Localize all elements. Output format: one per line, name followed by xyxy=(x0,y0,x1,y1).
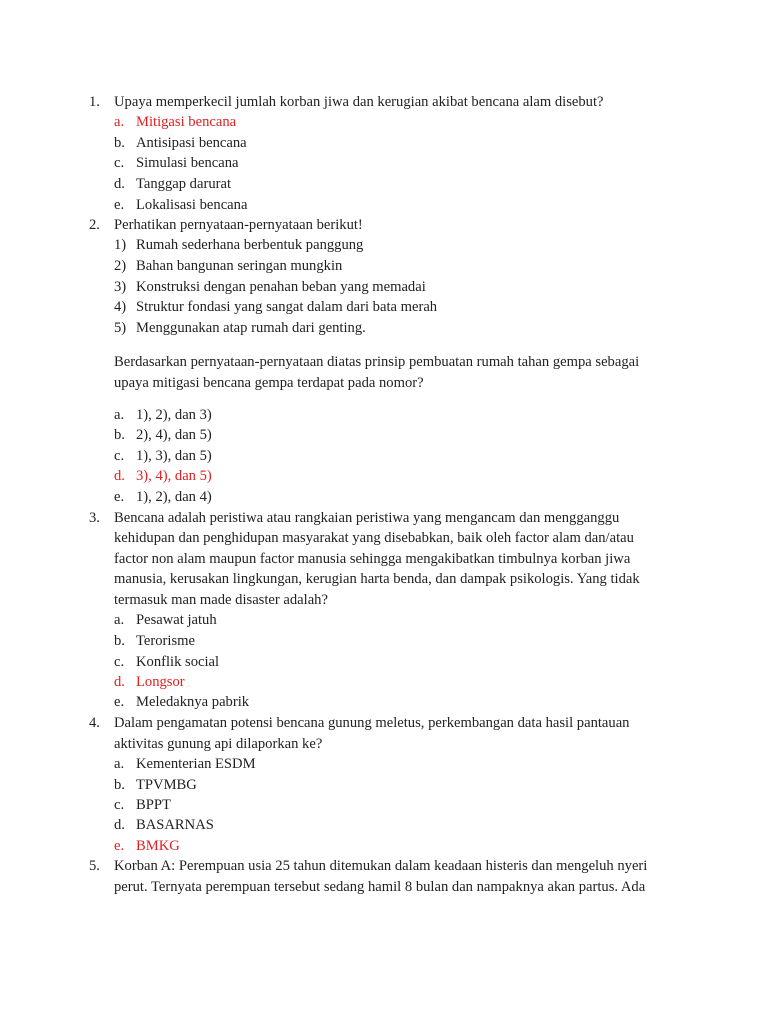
question-3-line-4: manusia, kerusakan lingkungan, kerugian harta benda, dan dampak psikologis. Yang tidak xyxy=(114,571,640,587)
question-4-line-2: aktivitas gunung api dilaporkan ke? xyxy=(114,736,323,752)
q1-option-e: Lokalisasi bencana xyxy=(136,197,248,213)
q3-option-b-label: b. xyxy=(114,633,125,649)
q3-option-c-label: c. xyxy=(114,654,125,670)
q1-option-e-label: e. xyxy=(114,197,125,213)
question-4-number: 4. xyxy=(89,715,100,731)
q3-option-a: Pesawat jatuh xyxy=(136,612,217,628)
q2-statement-4: Struktur fondasi yang sangat dalam dari bata merah xyxy=(136,299,438,315)
q2-option-e: 1), 2), dan 4) xyxy=(136,489,212,505)
q2-option-e-label: e. xyxy=(114,489,125,505)
q2-statement-1-label: 1) xyxy=(114,237,127,253)
question-3-line-2: kehidupan dan penghidupan masyarakat yang disebabkan, baik oleh factor alam dan/atau xyxy=(114,530,634,546)
q1-option-c: Simulasi bencana xyxy=(136,155,239,171)
q2-statement-4-label: 4) xyxy=(114,299,127,315)
q4-option-e-label: e. xyxy=(114,838,125,854)
q2-statement-2-label: 2) xyxy=(114,258,127,274)
q2-option-c-label: c. xyxy=(114,448,125,464)
question-1-number: 1. xyxy=(89,94,100,110)
question-3-line-1: Bencana adalah peristiwa atau rangkaian peristiwa yang mengancam dan mengganggu xyxy=(114,510,620,526)
q1-option-a-label: a. xyxy=(114,114,125,130)
question-5-line-1: Korban A: Perempuan usia 25 tahun ditemukan dalam keadaan histeris dan mengeluh nyeri xyxy=(114,858,648,874)
question-3-line-3: factor non alam maupun factor manusia sehingga mengakibatkan timbulnya korban jiwa xyxy=(114,551,631,567)
question-3-line-5: termasuk man made disaster adalah? xyxy=(114,592,328,608)
q2-question-line-2: upaya mitigasi bencana gempa terdapat pada nomor? xyxy=(114,375,424,391)
q1-option-c-label: c. xyxy=(114,155,125,171)
q2-statement-3: Konstruksi dengan penahan beban yang memadai xyxy=(136,279,426,295)
q3-option-d-label: d. xyxy=(114,674,125,690)
q2-question-line-1: Berdasarkan pernyataan-pernyataan diatas prinsip pembuatan rumah tahan gempa sebagai xyxy=(114,354,640,370)
q3-option-c: Konflik social xyxy=(136,654,220,670)
q2-option-b: 2), 4), dan 5) xyxy=(136,427,212,443)
q1-option-b-label: b. xyxy=(114,135,125,151)
q4-option-b-label: b. xyxy=(114,777,125,793)
q2-option-d-answer: 3), 4), dan 5) xyxy=(136,468,212,484)
q3-option-b: Terorisme xyxy=(136,633,195,649)
q3-option-e-label: e. xyxy=(114,694,125,710)
q4-option-e-answer: BMKG xyxy=(136,838,180,854)
q2-statement-2: Bahan bangunan seringan mungkin xyxy=(136,258,343,274)
question-5-number: 5. xyxy=(89,858,100,874)
q3-option-d-answer: Longsor xyxy=(136,674,185,690)
q1-option-a-answer: Mitigasi bencana xyxy=(136,114,237,130)
question-3-number: 3. xyxy=(89,510,100,526)
q4-option-d-label: d. xyxy=(114,817,125,833)
q1-option-b: Antisipasi bencana xyxy=(136,135,247,151)
question-4-line-1: Dalam pengamatan potensi bencana gunung meletus, perkembangan data hasil pantauan xyxy=(114,715,630,731)
q2-option-a: 1), 2), dan 3) xyxy=(136,407,212,423)
q4-option-c: BPPT xyxy=(136,797,171,813)
question-2-text: Perhatikan pernyataan-pernyataan berikut! xyxy=(114,217,363,233)
q2-statement-1: Rumah sederhana berbentuk panggung xyxy=(136,237,364,253)
q2-statement-3-label: 3) xyxy=(114,279,127,295)
question-5-line-2: perut. Ternyata perempuan tersebut sedang hamil 8 bulan dan nampaknya akan partus. Ada xyxy=(114,879,646,895)
q2-option-a-label: a. xyxy=(114,407,125,423)
q2-option-c: 1), 3), dan 5) xyxy=(136,448,212,464)
q3-option-e: Meledaknya pabrik xyxy=(136,694,250,710)
q4-option-a: Kementerian ESDM xyxy=(136,756,256,772)
q2-statement-5-label: 5) xyxy=(114,320,127,336)
q2-statement-5: Menggunakan atap rumah dari genting. xyxy=(136,320,366,336)
q4-option-b: TPVMBG xyxy=(136,777,197,793)
q4-option-a-label: a. xyxy=(114,756,125,772)
q1-option-d: Tanggap darurat xyxy=(136,176,232,192)
q2-option-b-label: b. xyxy=(114,427,125,443)
q4-option-d: BASARNAS xyxy=(136,817,214,833)
q3-option-a-label: a. xyxy=(114,612,125,628)
q1-option-d-label: d. xyxy=(114,176,125,192)
q4-option-c-label: c. xyxy=(114,797,125,813)
q2-option-d-label: d. xyxy=(114,468,125,484)
question-1-text: Upaya memperkecil jumlah korban jiwa dan kerugian akibat bencana alam disebut? xyxy=(114,94,604,110)
question-2-number: 2. xyxy=(89,217,100,233)
